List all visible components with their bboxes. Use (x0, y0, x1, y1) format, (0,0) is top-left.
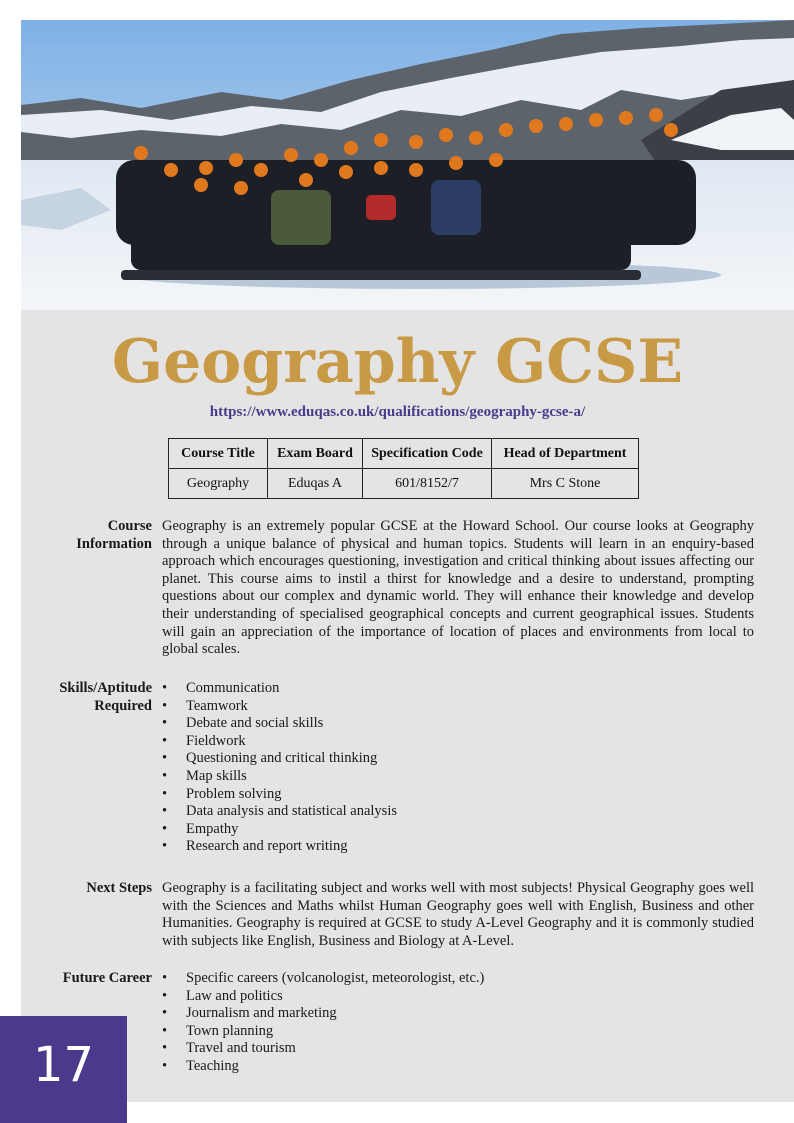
table-header-cell: Course Title (169, 439, 268, 469)
future-career-section (21, 970, 774, 1080)
group-on-glacier-photo (21, 20, 794, 310)
page-title: Geography GCSE (111, 327, 684, 397)
table-header-cell: Exam Board (268, 439, 363, 469)
list-item: • Debate and social skills (162, 715, 397, 733)
list-item: • Law and politics (162, 988, 484, 1006)
course-information-section (21, 518, 774, 668)
list-item: • Communication (162, 680, 397, 698)
table-cell: Eduqas A (268, 469, 363, 499)
table-header-row (169, 439, 639, 469)
list-item: • Research and report writing (162, 838, 397, 856)
qualification-link[interactable]: https://www.eduqas.co.uk/qualifications/geography-gcse-a/ (209, 404, 586, 420)
header-photo (21, 20, 794, 310)
list-item: • Journalism and marketing (162, 1005, 484, 1023)
course-information-text: Geography is an extremely popular GCSE at the Howard School. Our course looks at Geography through a unique balance of physical and human topics. Students will learn in an enquiry-based approach which encourages questioning, investigation and critical thinking about issues affecting our planet. This course aims to instil a thirst for knowledge and a desire to understand, prompting questions about our complex and dynamic world. They will enhance their knowledge and develop their understanding of specialised geographical concepts and current geographical issues. Students will gain an appreciation of the importance of location of places and environments from local to global scales. (162, 518, 754, 658)
section-label: Next Steps (86, 880, 152, 896)
section-label: Future Career (62, 970, 152, 986)
list-item: • Teaching (162, 1058, 484, 1076)
section-label: Course Information (76, 518, 152, 552)
list-item: • Town planning (162, 1023, 484, 1041)
page-number: 17 (32, 1037, 95, 1093)
list-item: • Fieldwork (162, 733, 397, 751)
list-item: • Map skills (162, 768, 397, 786)
table-header-cell: Specification Code (363, 439, 492, 469)
future-career-list (162, 970, 484, 1076)
table-cell: 601/8152/7 (363, 469, 492, 499)
list-item: • Questioning and critical thinking (162, 750, 397, 768)
table-cell: Geography (169, 469, 268, 499)
next-steps-section (21, 880, 774, 955)
section-label: Skills/Aptitude Required (59, 680, 152, 714)
list-item: • Specific careers (volcanologist, meteorologist, etc.) (162, 970, 484, 988)
list-item: • Travel and tourism (162, 1040, 484, 1058)
skills-list (162, 680, 397, 856)
skills-section (21, 680, 774, 870)
list-item: • Problem solving (162, 786, 397, 804)
list-item: • Empathy (162, 821, 397, 839)
next-steps-text: Geography is a facilitating subject and works well with most subjects! Physical Geography goes well with the Sciences and Maths whilst Human Geography goes well with English, Business and other Humanities. Geography is required at GCSE to study A-Level Geography and it is commonly studied with subjects like English, Business and Biology at A-Level. (162, 880, 754, 949)
list-item: • Data analysis and statistical analysis (162, 803, 397, 821)
table-header-cell: Head of Department (492, 439, 639, 469)
course-spec-table (168, 438, 639, 499)
list-item: • Teamwork (162, 698, 397, 716)
table-cell: Mrs C Stone (492, 469, 639, 499)
table-row (169, 469, 639, 499)
